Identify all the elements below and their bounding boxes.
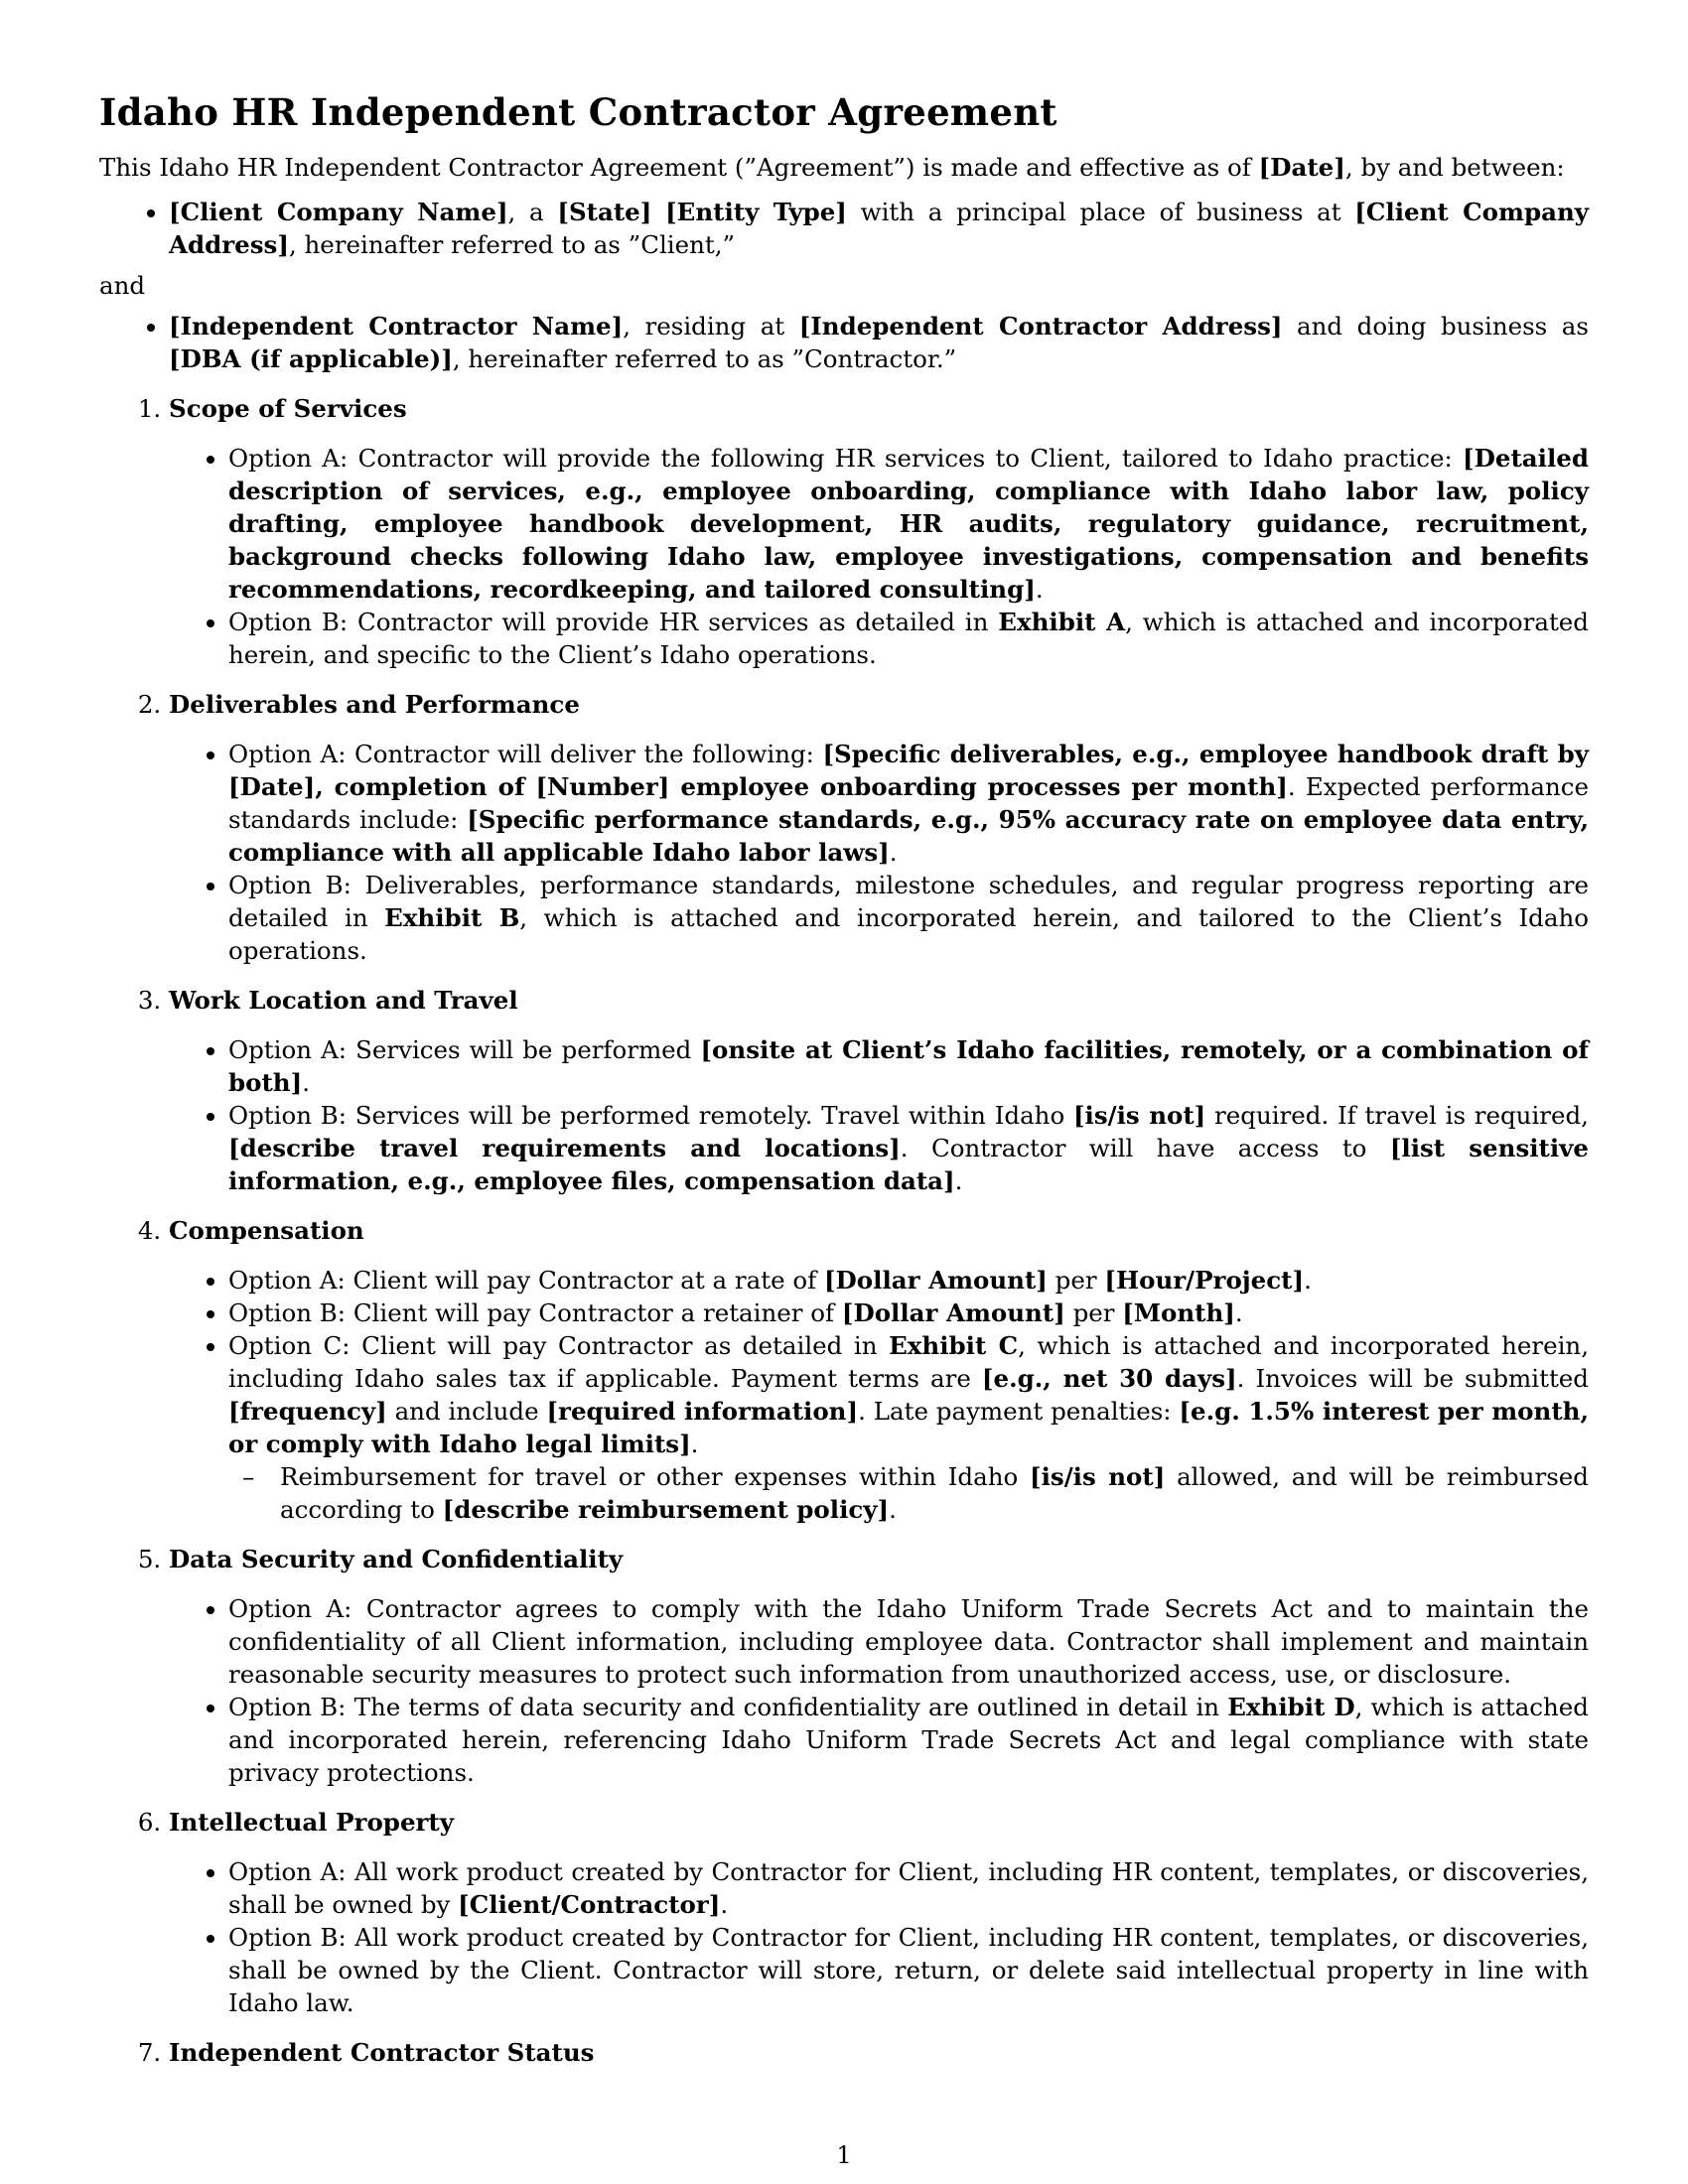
option-b: • Option B: Client will pay Contractor a retainer of [Dollar Amount] per [Month]. [228, 1297, 1589, 1329]
section-data-security-and-confidentiality [169, 1543, 1589, 1789]
section-title: Compensation [169, 1216, 364, 1245]
option-b: • Option B: Services will be performed remotely. Travel within Idaho [is/is not] required. If travel is required, [describe travel requirements and locations]. Contractor will have access to [list sensitive information, e.g., employee files, compensation data]. [228, 1099, 1589, 1197]
section-title: Data Security and Confidentiality [169, 1545, 624, 1573]
client-party: • [Client Company Name], a [State] [Entity Type] with a principal place of business at [Client Company Address], hereinafter referred to as ”Client,” [169, 196, 1589, 261]
section-title: Intellectual Property [169, 1808, 454, 1837]
section-scope-of-services [169, 392, 1589, 671]
page-number: 1 [836, 2141, 852, 2169]
section-work-location-and-travel [169, 984, 1589, 1197]
option-a: • Option A: Client will pay Contractor at a rate of [Dollar Amount] per [Hour/Project]. [228, 1264, 1589, 1297]
option-a: • Option A: All work product created by Contractor for Client, including HR content, templates, or discoveries, shall be owned by [Client/Contractor]. [228, 1855, 1589, 1921]
option-a: • Option A: Contractor will deliver the following: [Specific deliverables, e.g., employee handbook draft by [Date], completion of [Number] employee onboarding processes per month]. Expected performance standards include: [Specific performance standards, e.g., 95% accuracy rate on employee data entry, compliance with all applicable Idaho labor laws]. [228, 738, 1589, 869]
intro-paragraph: This Idaho HR Independent Contractor Agreement (”Agreement”) is made and effective as of [Date], by and between: [99, 153, 1565, 182]
option-b: • Option B: The terms of data security and confidentiality are outlined in detail in Exhibit D, which is attached and incorporated herein, referencing Idaho Uniform Trade Secrets Act and legal compliance with state privacy protections. [228, 1691, 1589, 1789]
section-title: Scope of Services [169, 394, 407, 423]
client-party-list [99, 196, 1589, 261]
contractor-party: • [Independent Contractor Name], residing at [Independent Contractor Address] and doing business as [DBA (if applicable)], hereinafter referred to as ”Contractor.” [169, 310, 1589, 375]
section-compensation [169, 1214, 1589, 1526]
reimbursement-subitem: – Reimbursement for travel or other expenses within Idaho [is/is not] allowed, and will be reimbursed according to [describe reimbursement policy]. [280, 1460, 1589, 1526]
option-b: • Option B: All work product created by Contractor for Client, including HR content, templates, or discoveries, shall be owned by the Client. Contractor will store, return, or delete said intellectual property in line with Idaho law. [228, 1921, 1589, 2019]
and-connector: and [99, 271, 146, 300]
contractor-party-list [99, 310, 1589, 375]
option-c: • Option C: Client will pay Contractor as detailed in Exhibit C, which is attached and incorporated herein, including Idaho sales tax if applicable. Payment terms are [e.g., net 30 days]. Invoices will be submitted [frequency] and include [required information]. Late payment penalties: [e.g. 1.5% interest per month, or comply with Idaho legal limits]. – Reimbursement for travel or other expenses within Idaho [is/is not] allowed, and will be reimbursed according to [describe reimbursement policy]. [228, 1329, 1589, 1526]
option-b: • Option B: Deliverables, performance standards, milestone schedules, and regular progress reporting are detailed in Exhibit B, which is attached and incorporated herein, and tailored to the Client’s Idaho operations. [228, 869, 1589, 967]
section-title: Independent Contractor Status [169, 2038, 595, 2067]
option-a: • Option A: Contractor agrees to comply with the Idaho Uniform Trade Secrets Act and to maintain the confidentiality of all Client information, including employee data. Contractor shall implement and maintain reasonable security measures to protect such information from unauthorized access, use, or disclosure. [228, 1592, 1589, 1691]
section-title: Work Location and Travel [169, 986, 518, 1015]
option-a: • Option A: Contractor will provide the following HR services to Client, tailored to Idaho practice: [Detailed description of services, e.g., employee onboarding, compliance with Idaho labor law, policy drafting, employee handbook development, HR audits, regulatory guidance, recruitment, background checks following Idaho law, employee investigations, compensation and benefits recommendations, recordkeeping, and tailored consulting]. [228, 442, 1589, 606]
option-a: • Option A: Services will be performed [onsite at Client’s Idaho facilities, remotely, or a combination of both]. [228, 1033, 1589, 1099]
section-title: Deliverables and Performance [169, 690, 580, 719]
section-intellectual-property [169, 1806, 1589, 2019]
section-independent-contractor-status [169, 2036, 1589, 2069]
section-deliverables-and-performance [169, 688, 1589, 967]
document-page [99, 0, 1589, 2184]
option-b: • Option B: Contractor will provide HR services as detailed in Exhibit A, which is attached and incorporated herein, and specific to the Client’s Idaho operations. [228, 606, 1589, 671]
date-placeholder: [Date] [1258, 153, 1345, 182]
document-title: Idaho HR Independent Contractor Agreement [99, 90, 1057, 134]
sections-list [99, 392, 1589, 2069]
